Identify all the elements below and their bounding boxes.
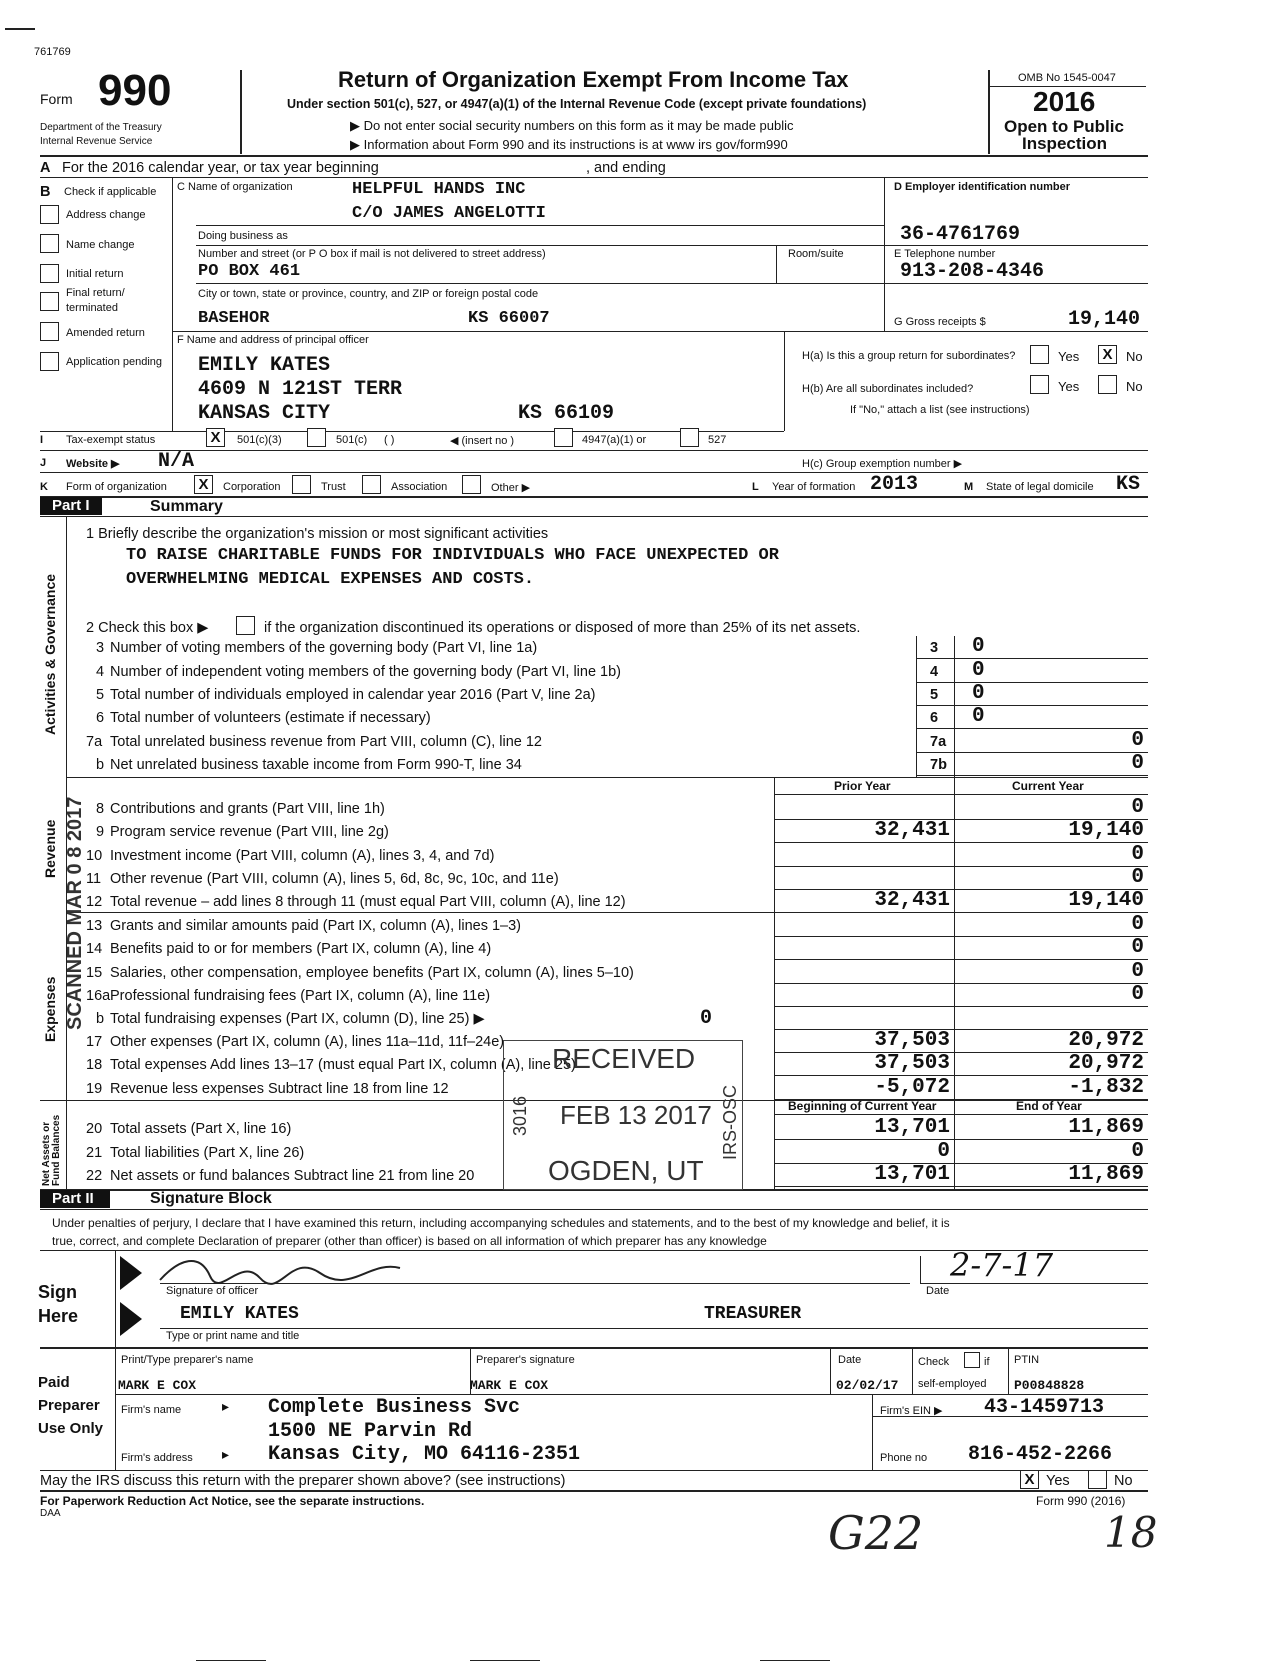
line2-desc: if the organization discontinued its operations or disposed of more than 25% of its net assets. [264,620,861,636]
line-a-ending: , and ending [586,160,666,176]
gov-line-text: Number of voting members of the governing body (Part VI, line 1a) [110,640,538,656]
rev-line-number: 8 [96,801,105,817]
corporation-checkbox[interactable]: X [194,475,213,494]
sign-label: Sign [38,1282,77,1302]
form-subtitle: Under section 501(c), 527, or 4947(a)(1) of the Internal Revenue Code (except private foundations) [287,97,867,111]
preparer-signature: MARK E COX [470,1378,549,1393]
officer-printed-name: EMILY KATES [180,1304,299,1324]
gov-line-text: Number of independent voting members of the governing body (Part VI, line 1b) [110,664,622,680]
part1-title: Summary [150,498,223,515]
rev-current-value: 19,140 [1068,889,1144,912]
firm-name-label: Firm's name [121,1404,182,1416]
hb-note: If "No," attach a list (see instructions) [850,404,1030,416]
gov-line-number: 5 [96,687,105,703]
4947-label: 4947(a)(1) or [582,434,647,446]
tax-exempt-label: Tax-exempt status [66,434,156,446]
initial-return-checkbox[interactable] [40,264,59,283]
address-change-label: Address change [66,209,146,221]
firm-address-line1: 1500 NE Parvin Rd [268,1420,473,1443]
exp-current-value: 0 [1131,983,1144,1006]
gov-box-number: 4 [930,664,939,680]
firm-ein-label: Firm's EIN ▶ [880,1405,943,1417]
end-year-header: End of Year [1016,1099,1082,1113]
fundraising-value: 0 [700,1007,713,1030]
website-value: N/A [158,450,195,473]
amended-return-checkbox[interactable] [40,322,59,341]
line-a-letter: A [40,160,51,176]
domicile-value: KS [1116,473,1141,496]
org-name-label: C Name of organization [177,181,293,193]
year-formation-label: Year of formation [772,481,856,493]
hb-no-checkbox[interactable] [1098,375,1117,394]
handwritten-code: G22 [828,1506,924,1560]
rev-current-value: 19,140 [1068,819,1144,842]
hb-question: H(b) Are all subordinates included? [802,383,974,395]
line1-text: 1 Briefly describe the organization's mission or most significant activities [86,526,549,542]
other-label: Other ▶ [491,482,531,494]
exp-current-value: 0 [1131,960,1144,983]
gov-line-text: Total unrelated business revenue from Part VIII, column (C), line 12 [110,734,542,750]
part1-label: Part I [40,497,102,515]
hb-yes-checkbox[interactable] [1030,375,1049,394]
line-i-letter: I [40,434,44,446]
line-l-letter: L [752,481,759,493]
other-checkbox[interactable] [462,475,481,494]
mission-line1: TO RAISE CHARITABLE FUNDS FOR INDIVIDUALS WHO FACE UNEXPECTED OR [126,546,779,565]
preparer-date-label: Date [838,1354,862,1366]
penalty-line1: Under penalties of perjury, I declare that I have examined this return, including accompanying schedules and statements, and to the best of my knowledge and belief, it is [52,1216,950,1230]
discuss-no-label: No [1114,1473,1133,1489]
gov-value: 0 [972,659,985,682]
officer-city: KANSAS CITY [198,402,331,425]
part2-title: Signature Block [150,1190,272,1207]
rev-line-number: 10 [86,848,103,864]
exp-line-number: 19 [86,1081,103,1097]
rev-line-text: Other revenue (Part VIII, column (A), lines 5, 6d, 8c, 9c, 10c, and 11e) [110,871,559,887]
rev-line-text: Contributions and grants (Part VIII, line 1h) [110,801,385,817]
firm-phone: 816-452-2266 [968,1443,1113,1466]
address-change-checkbox[interactable] [40,205,59,224]
officer-title: TREASURER [704,1304,802,1324]
exp-line-number: 16a [86,988,111,1004]
side-expenses: Expenses [42,976,58,1042]
domicile-label: State of legal domicile [986,481,1094,493]
signature-date: 2-7-17 [950,1246,1054,1284]
527-label: 527 [708,434,727,446]
exp-prior-value: 37,503 [874,1052,950,1075]
rev-current-value: 0 [1131,866,1144,889]
net-line-text: Net assets or fund balances Subtract line 21 from line 20 [110,1168,475,1184]
exp-current-value: 20,972 [1068,1052,1144,1075]
exp-line-number: 13 [86,918,103,934]
room-label: Room/suite [788,248,844,260]
gov-box-number: 6 [930,710,939,726]
mission-line2: OVERWHELMING MEDICAL EXPENSES AND COSTS. [126,570,535,589]
hb-no-label: No [1126,379,1143,394]
ha-no-checkbox[interactable]: X [1098,345,1117,364]
current-year-header: Current Year [1012,779,1084,793]
beginning-year-header: Beginning of Current Year [788,1099,937,1113]
self-employed-checkbox[interactable] [964,1352,980,1368]
gov-line-number: b [96,757,105,773]
rev-current-value: 0 [1131,796,1144,819]
date-label: Date [926,1285,950,1297]
gov-line-number: 4 [96,664,105,680]
rev-prior-value: 32,431 [874,889,950,912]
preparer-label: Preparer [38,1397,100,1414]
paperwork-notice: For Paperwork Reduction Act Notice, see the separate instructions. [40,1494,425,1508]
scanned-stamp: SCANNED MAR 0 8 2017 [64,796,86,1030]
gov-value: 0 [972,705,985,728]
ptin-label: PTIN [1014,1354,1040,1366]
gov-value: 0 [972,682,985,705]
527-checkbox[interactable] [680,428,699,447]
city-value: BASEHOR [198,309,270,328]
paid-label: Paid [38,1374,70,1391]
net-line-text: Total liabilities (Part X, line 26) [110,1145,305,1161]
net-prior-value: 13,701 [874,1116,950,1139]
line-b-letter: B [40,184,51,200]
handwritten-page: 18 [1104,1508,1158,1557]
year-formation-value: 2013 [870,473,919,496]
omb-number: OMB No 1545-0047 [1018,72,1116,84]
daa-label: DAA [40,1508,61,1519]
ha-yes-checkbox[interactable] [1030,345,1049,364]
gross-receipts-value: 19,140 [1068,308,1141,331]
city-label: City or town, state or province, country, and ZIP or foreign postal code [198,288,539,300]
gov-box-number: 7a [930,734,947,750]
officer-name: EMILY KATES [198,354,331,377]
form-org-label: Form of organization [66,481,167,493]
org-name: HELPFUL HANDS INC [352,180,526,199]
dba-label: Doing business as [198,230,288,242]
preparer-name-label: Print/Type preparer's name [121,1354,254,1366]
phone-label: E Telephone number [894,248,996,260]
rev-prior-value: 32,431 [874,819,950,842]
type-name-label: Type or print name and title [166,1330,300,1342]
rev-line-text: Investment income (Part VIII, column (A), lines 3, 4, and 7d) [110,848,495,864]
use-only-label: Use Only [38,1420,104,1437]
hb-yes-label: Yes [1058,379,1080,394]
line-k-letter: K [40,481,48,493]
side-governance: Activities & Governance [42,573,58,735]
self-employed-label: self-employed [918,1378,987,1390]
trust-checkbox[interactable] [292,475,311,494]
officer-state-zip: KS 66109 [518,402,615,425]
exp-current-value: 0 [1131,913,1144,936]
rev-line-text: Program service revenue (Part VIII, line 2g) [110,824,389,840]
line2-text: 2 Check this box ▶ [86,620,209,636]
stamp-right: IRS-OSC [720,1084,740,1160]
stamp-received: RECEIVED [552,1043,696,1074]
exp-line-text: Salaries, other compensation, employee benefits (Part IX, column (A), lines 5–10) [110,965,634,981]
sign-arrow-2 [120,1302,142,1336]
association-checkbox[interactable] [362,475,381,494]
street-value: PO BOX 461 [198,262,301,281]
firm-address-arrow: ▸ [222,1446,230,1462]
501c-checkbox[interactable] [307,428,326,447]
penalty-line2: true, correct, and complete Declaration of preparer (other than officer) is based on all information of which preparer has any knowledge [52,1234,767,1248]
firm-phone-label: Phone no [880,1452,928,1464]
gov-value: 0 [1131,752,1144,775]
4947-checkbox[interactable] [554,428,573,447]
stamp-left: 3016 [510,1095,530,1136]
association-label: Association [391,481,448,493]
org-care-of: C/O JAMES ANGELOTTI [352,204,546,223]
discuss-question: May the IRS discuss this return with the preparer shown above? (see instructions) [40,1473,566,1489]
discontinued-checkbox[interactable] [236,616,255,635]
ha-no-label: No [1126,349,1143,364]
prior-year-header: Prior Year [834,779,891,793]
line-m-letter: M [964,481,974,493]
sign-arrow-1 [120,1256,142,1290]
exp-line-number: 15 [86,965,103,981]
officer-address: 4609 N 121ST TERR [198,378,403,401]
exp-line-number: b [96,1011,105,1027]
side-net-assets: Net Assets or Fund Balances [41,1114,62,1186]
ha-question: H(a) Is this a group return for subordinates? [802,350,1016,362]
exp-line-number: 14 [86,941,103,957]
officer-signature [150,1248,410,1288]
exp-current-value: -1,832 [1068,1076,1144,1099]
exp-prior-value: 37,503 [874,1029,950,1052]
rev-line-number: 12 [86,894,103,910]
exp-line-text: Grants and similar amounts paid (Part IX, column (A), lines 1–3) [110,918,521,934]
discuss-yes-checkbox[interactable]: X [1020,1470,1039,1489]
control-number: 761769 [34,46,71,58]
ein-value: 36-4761769 [900,223,1021,246]
gov-line-text: Total number of individuals employed in calendar year 2016 (Part V, line 2a) [110,687,596,703]
rev-line-number: 11 [86,871,102,887]
exp-current-value: 20,972 [1068,1029,1144,1052]
check-if-applicable: Check if applicable [64,186,157,198]
gross-receipts-label: G Gross receipts $ [894,316,986,328]
if-label: if [984,1356,990,1368]
501c-paren: ( ) [384,434,395,446]
side-revenue: Revenue [42,819,58,878]
exp-line-number: 18 [86,1057,103,1073]
open-public: Open to Public [1004,117,1124,136]
street-label: Number and street (or P O box if mail is not delivered to street address) [198,248,546,260]
gov-line-text: Net unrelated business taxable income from Form 990-T, line 34 [110,757,522,773]
exp-line-text: Benefits paid to or for members (Part IX, column (A), line 4) [110,941,492,957]
info-note: ▶ Information about Form 990 and its instructions is at www irs gov/form990 [350,137,788,152]
exp-line-number: 17 [86,1034,103,1050]
exp-current-value: 0 [1131,936,1144,959]
net-line-number: 22 [86,1168,103,1184]
firm-name: Complete Business Svc [268,1396,521,1419]
final-return-checkbox[interactable] [40,292,59,311]
dept-label: Department of the Treasury [40,122,162,133]
form-word: Form [40,91,73,107]
501c-label: 501(c) [336,434,368,446]
tax-year: 2016 [1033,86,1096,117]
gov-box-number: 7b [930,757,947,773]
website-label: Website ▶ [66,458,120,470]
exp-line-text: Total expenses Add lines 13–17 (must equal Part IX, column (A), line 25) [110,1057,576,1073]
preparer-name: MARK E COX [118,1378,197,1393]
net-current-value: 11,869 [1068,1116,1144,1139]
officer-label: F Name and address of principal officer [177,334,369,346]
insert-no-label: ◀ (insert no ) [450,435,515,447]
ssn-note: ▶ Do not enter social security numbers on this form as it may be made public [350,118,794,133]
irs-label: Internal Revenue Service [40,136,153,147]
net-line-text: Total assets (Part X, line 16) [110,1121,292,1137]
ein-label: D Employer identification number [894,181,1071,193]
part2-label: Part II [40,1190,110,1208]
exp-line-text: Revenue less expenses Subtract line 18 from line 12 [110,1081,449,1097]
state-zip-value: KS 66007 [468,309,550,328]
gov-value: 0 [972,635,985,658]
gov-value: 0 [1131,729,1144,752]
firm-name-arrow: ▸ [222,1398,230,1414]
gov-line-number: 6 [96,710,105,726]
501c3-label: 501(c)(3) [237,434,282,446]
stamp-date: FEB 13 2017 [560,1100,712,1130]
check-label: Check [918,1356,950,1368]
here-label: Here [38,1306,79,1326]
hc-label: H(c) Group exemption number ▶ [802,458,963,470]
terminated-label: terminated [66,302,118,314]
ha-yes-label: Yes [1058,349,1080,364]
gov-line-number: 3 [96,640,105,656]
line-a-text: For the 2016 calendar year, or tax year beginning [62,160,379,176]
net-prior-value: 0 [937,1140,950,1163]
name-change-label: Name change [66,239,135,251]
signature-label: Signature of officer [166,1285,259,1297]
gov-line-number: 7a [86,734,103,750]
exp-line-text: Professional fundraising fees (Part IX, column (A), line 11e) [110,988,491,1004]
firm-address-label: Firm's address [121,1452,193,1464]
trust-label: Trust [321,481,346,493]
footer-form: Form 990 (2016) [1036,1494,1126,1508]
form-number: 990 [98,66,172,115]
gov-line-text: Total number of volunteers (estimate if necessary) [110,710,431,726]
amended-return-label: Amended return [66,327,145,339]
firm-address-line2: Kansas City, MO 64116-2351 [268,1443,581,1466]
rev-line-number: 9 [96,824,105,840]
net-line-number: 21 [86,1145,103,1161]
net-current-value: 0 [1131,1140,1144,1163]
net-current-value: 11,869 [1068,1163,1144,1186]
net-prior-value: 13,701 [874,1163,950,1186]
name-change-checkbox[interactable] [40,234,59,253]
501c3-checkbox[interactable]: X [206,428,225,447]
gov-box-number: 5 [930,687,939,703]
application-pending-label: Application pending [66,356,163,368]
rev-line-text: Total revenue – add lines 8 through 11 (must equal Part VIII, column (A), line 12) [110,894,626,910]
application-pending-checkbox[interactable] [40,352,59,371]
phone-value: 913-208-4346 [900,260,1045,283]
exp-prior-value: -5,072 [874,1076,950,1099]
corporation-label: Corporation [223,481,281,493]
exp-line-text: Other expenses (Part IX, column (A), lines 11a–11d, 11f–24e) [110,1034,505,1050]
discuss-no-checkbox[interactable] [1088,1470,1107,1489]
exp-line-text: Total fundraising expenses (Part IX, column (D), line 25) ▶ [110,1011,485,1027]
final-return-label: Final return/ [66,287,125,299]
line-j-letter: J [40,457,47,469]
stamp-city: OGDEN, UT [548,1155,704,1186]
preparer-date: 02/02/17 [836,1378,899,1393]
form-title: Return of Organization Exempt From Income Tax [338,67,849,92]
gov-box-number: 3 [930,640,939,656]
preparer-sig-label: Preparer's signature [476,1354,575,1366]
net-line-number: 20 [86,1121,103,1137]
initial-return-label: Initial return [66,268,124,280]
inspection-label: Inspection [1022,134,1108,153]
firm-ein: 43-1459713 [984,1396,1105,1419]
ptin-value: P00848828 [1014,1378,1085,1393]
discuss-yes-label: Yes [1046,1473,1070,1489]
rev-current-value: 0 [1131,843,1144,866]
